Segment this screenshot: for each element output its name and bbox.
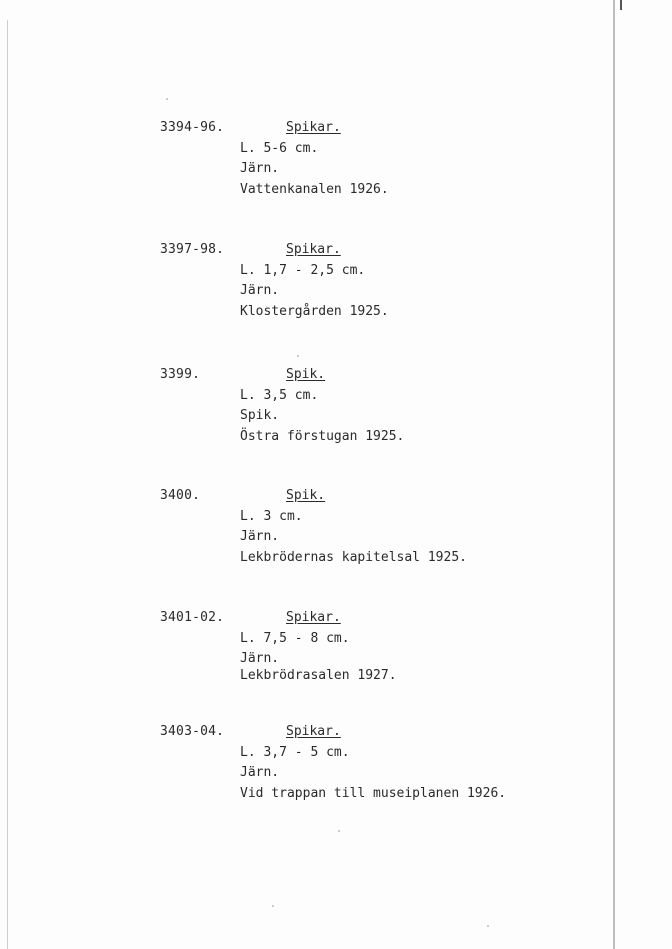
entry-title: Spikar. <box>286 242 341 257</box>
entry-number: 3394-96. <box>160 120 225 135</box>
entry-material: Järn. <box>240 765 280 780</box>
entry-title: Spikar. <box>286 724 341 739</box>
entry-details <box>240 743 506 805</box>
entry-material: Järn. <box>240 161 280 176</box>
entry-details <box>240 139 389 201</box>
scan-speck <box>297 355 299 357</box>
entry-details <box>240 629 397 687</box>
entry-material: Järn. <box>240 651 280 666</box>
entry-findspot: Östra förstugan 1925. <box>240 428 405 444</box>
entry-number: 3403-04. <box>160 724 225 739</box>
entry-number: 3401-02. <box>160 610 225 625</box>
entry-findspot: Vattenkanalen 1926. <box>240 181 389 197</box>
entry-details <box>240 507 467 569</box>
entry-number: 3397-98. <box>160 242 225 257</box>
entry-material: Järn. <box>240 283 280 298</box>
entry-number: 3400. <box>160 488 201 503</box>
entry-material: Spik. <box>240 408 280 423</box>
page-edge-left <box>7 20 8 949</box>
entry-findspot: Lekbrödrasalen 1927. <box>240 667 397 683</box>
entry-title: Spikar. <box>286 120 341 135</box>
entry-title: Spik. <box>286 367 326 382</box>
entry-size: L. 1,7 - 2,5 cm. <box>240 262 366 278</box>
entry-number: 3399. <box>160 367 201 382</box>
entry-findspot: Lekbrödernas kapitelsal 1925. <box>240 549 467 565</box>
entry-details <box>240 261 389 323</box>
entry-size: L. 3,5 cm. <box>240 387 319 403</box>
entry-material: Järn. <box>240 529 280 544</box>
entry-details <box>240 386 404 448</box>
page-edge-mark <box>620 0 622 10</box>
scan-speck <box>166 98 168 100</box>
entry-size: L. 7,5 - 8 cm. <box>240 630 350 646</box>
page-edge-right <box>613 0 615 949</box>
scan-speck <box>487 925 489 927</box>
entry-size: L. 3 cm. <box>240 508 303 524</box>
entry-size: L. 3,7 - 5 cm. <box>240 744 350 760</box>
entry-title: Spik. <box>286 488 326 503</box>
entry-title: Spikar. <box>286 610 341 625</box>
entry-size: L. 5-6 cm. <box>240 140 319 156</box>
scan-speck <box>338 830 340 832</box>
entry-findspot: Klostergården 1925. <box>240 303 389 319</box>
entry-findspot: Vid trappan till museiplanen 1926. <box>240 785 507 801</box>
scan-speck <box>272 905 274 907</box>
